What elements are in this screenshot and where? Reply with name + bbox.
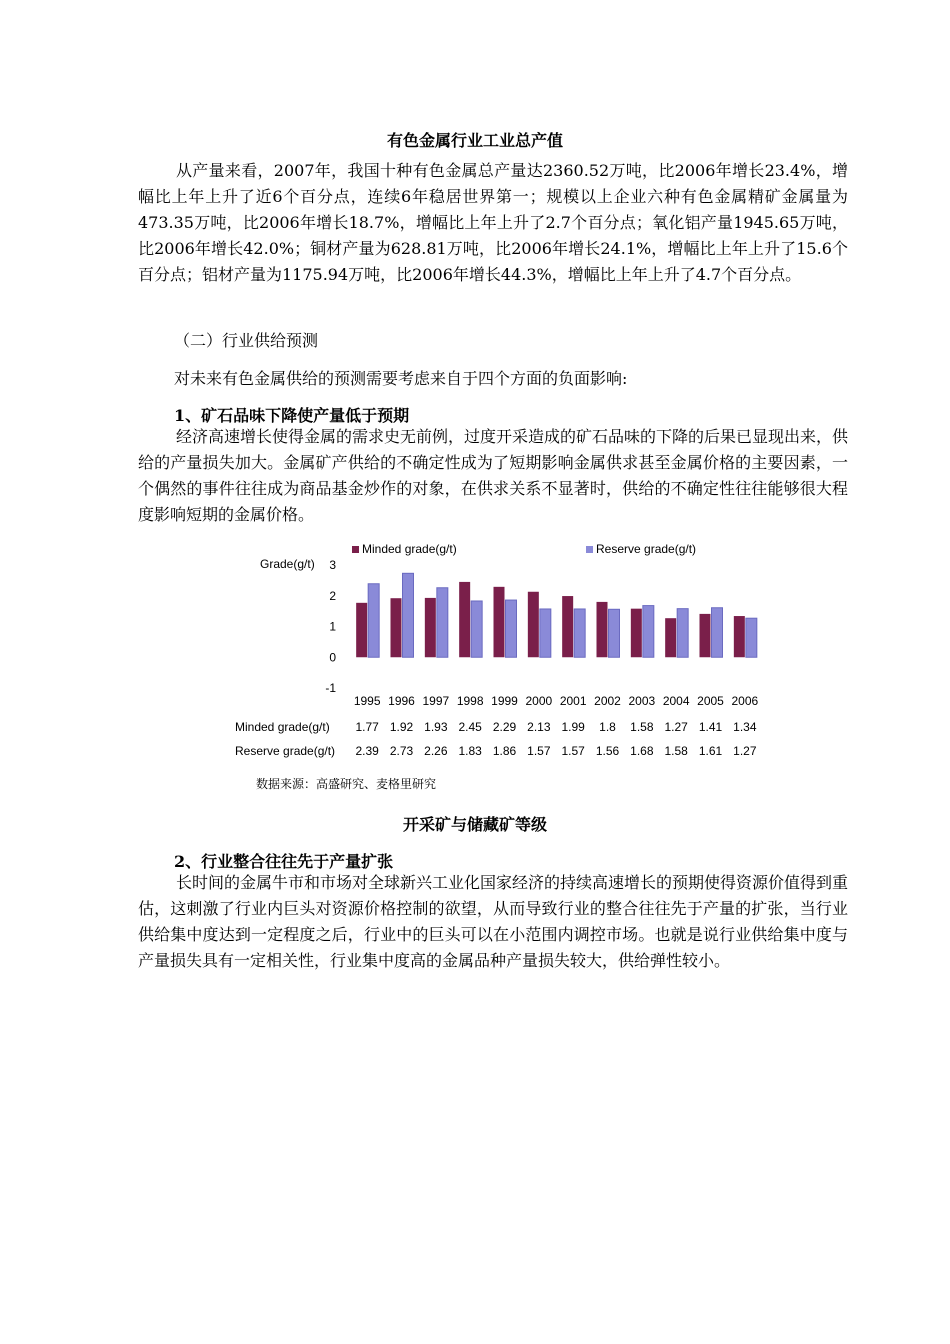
minded-grade-bar [665,618,676,657]
table-cell-value: 1.27 [664,720,688,734]
x-tick-label: 2001 [559,694,587,708]
reserve-grade-bar [746,618,757,657]
y-tick-label: 2 [329,588,336,603]
table-cell-value: 2.26 [424,744,448,758]
table-row-label: Minded grade(g/t) [235,720,330,734]
legend-swatch [586,546,593,553]
table-cell-value: 1.83 [458,744,482,758]
reserve-grade-bar [403,573,414,657]
table-cell-value: 1.61 [698,744,723,758]
y-axis-label: Grade(g/t) [260,557,315,571]
table-cell-value: 1.56 [595,744,620,758]
table-cell-value: 1.41 [698,720,723,734]
reserve-grade-bar [712,608,723,658]
x-tick-label: 1999 [491,694,518,708]
chart-caption: 开采矿与储藏矿等级 [402,815,547,834]
grade-bar-chart [230,538,770,766]
y-tick-label: -1 [325,681,336,695]
reserve-grade-bar [506,600,517,657]
x-tick-label: 2000 [525,694,553,708]
supply-forecast-heading: （二）行业供给预测 [174,331,319,350]
minded-grade-bar [391,598,402,657]
table-cell-value: 1.93 [424,720,448,734]
item1-title: 1、矿石品味下降使产量低于预期 [174,406,410,425]
table-cell-value: 2.29 [492,720,517,734]
table-cell-value: 1.58 [664,744,688,758]
y-tick-label: 0 [329,650,336,665]
x-tick-label: 2004 [662,694,690,708]
table-cell-value: 1.8 [599,720,616,734]
section-title: 有色金属行业工业总产值 [386,131,563,150]
item2-title: 2、行业整合往往先于产量扩张 [174,852,394,871]
minded-grade-bar [425,598,436,657]
table-row-label: Reserve grade(g/t) [235,744,336,758]
table-cell-value: 1.77 [355,720,379,734]
supply-intro: 对未来有色金属供给的预测需要考虑来自于四个方面的负面影响: [174,369,628,388]
x-tick-label: 1997 [422,694,450,708]
x-tick-label: 2002 [594,694,621,708]
minded-grade-bar [562,596,573,657]
minded-grade-bar [597,602,608,657]
x-tick-label: 1998 [456,694,484,708]
reserve-grade-bar [368,584,379,657]
x-tick-label: 2003 [628,694,656,708]
minded-grade-bar [700,614,711,657]
x-tick-label: 1996 [388,694,415,708]
reserve-grade-bar [643,606,654,658]
reserve-grade-bar [609,609,620,657]
table-cell-value: 1.27 [733,744,757,758]
table-cell-value: 2.13 [527,720,551,734]
item2-paragraph: 长时间的金属牛市和市场对全球新兴工业化国家经济的持续高速增长的预期使得资源价值得到重估，这刺激了行业内巨头对资源价格控制的欲望，从而导致行业的整合往往先于产量的扩张，当行业供给集中度达到一定程度之后，行业中的巨头可以在小范围内调控市场。也就是说行业供给集中度与产量损失具有一定相关性，行业集中度高的金属品种产量损失较大，供给弹性较小。 [138,873,849,970]
reserve-grade-bar [437,588,448,657]
y-tick-label: 3 [329,558,336,572]
minded-grade-bar [734,616,745,657]
x-tick-label: 2006 [731,694,759,708]
x-tick-label: 2005 [697,694,724,708]
legend-swatch [352,546,359,553]
minded-grade-bar [631,609,642,658]
table-cell-value: 1.57 [527,744,551,758]
table-cell-value: 1.99 [561,720,585,734]
table-cell-value: 2.39 [355,744,379,758]
legend-label: Minded grade(g/t) [362,542,457,556]
table-cell-value: 1.86 [492,744,517,758]
minded-grade-bar [494,587,505,657]
minded-grade-bar [356,603,367,657]
minded-grade-bar [528,592,539,657]
table-cell-value: 1.58 [630,720,654,734]
item1-paragraph: 经济高速增长使得金属的需求史无前例，过度开采造成的矿石品味的下降的后果已显现出来，供给的产量损失加大。金属矿产供给的不确定性成为了短期影响金属供求甚至金属价格的主要因素，一个偶然的事件往往成为商品基金炒作的对象，在供求关系不显著时，供给的不确定性往往能够很大程度影响短期的金属价格。 [138,427,849,524]
minded-grade-bar [459,582,470,657]
table-cell-value: 2.73 [389,744,414,758]
reserve-grade-bar [677,609,688,658]
table-cell-value: 2.45 [458,720,482,734]
chart-source: 数据来源：高盛研究、麦格里研究 [256,777,437,791]
reserve-grade-bar [540,609,551,657]
y-tick-label: 1 [329,619,336,634]
table-cell-value: 1.68 [630,744,654,758]
table-cell-value: 1.34 [733,720,757,734]
reserve-grade-bar [471,601,482,657]
production-paragraph: 从产量来看，2007年，我国十种有色金属总产量达2360.52万吨，比2006年增长23.4%，增幅比上年上升了近6个百分点，连续6年稳居世界第一；规模以上企业六种有色金属精矿金属量为473.35万吨，比2006年增长18.7%，增幅比上年上升了2.7个百分点；氧化铝产量1945.65万吨，比2006年增长42.0%；铜材产量为628.81万吨，比2006年增长24.1%，增幅比上年上升了15.6个百分点；铝材产量为1175.94万吨，比2006年增长44.3%，增幅比上年上升了4.7个百分点。 [138,161,848,284]
legend-label: Reserve grade(g/t) [596,542,697,556]
table-cell-value: 1.92 [389,720,414,734]
reserve-grade-bar [574,609,585,657]
x-tick-label: 1995 [353,694,381,708]
table-cell-value: 1.57 [561,744,585,758]
